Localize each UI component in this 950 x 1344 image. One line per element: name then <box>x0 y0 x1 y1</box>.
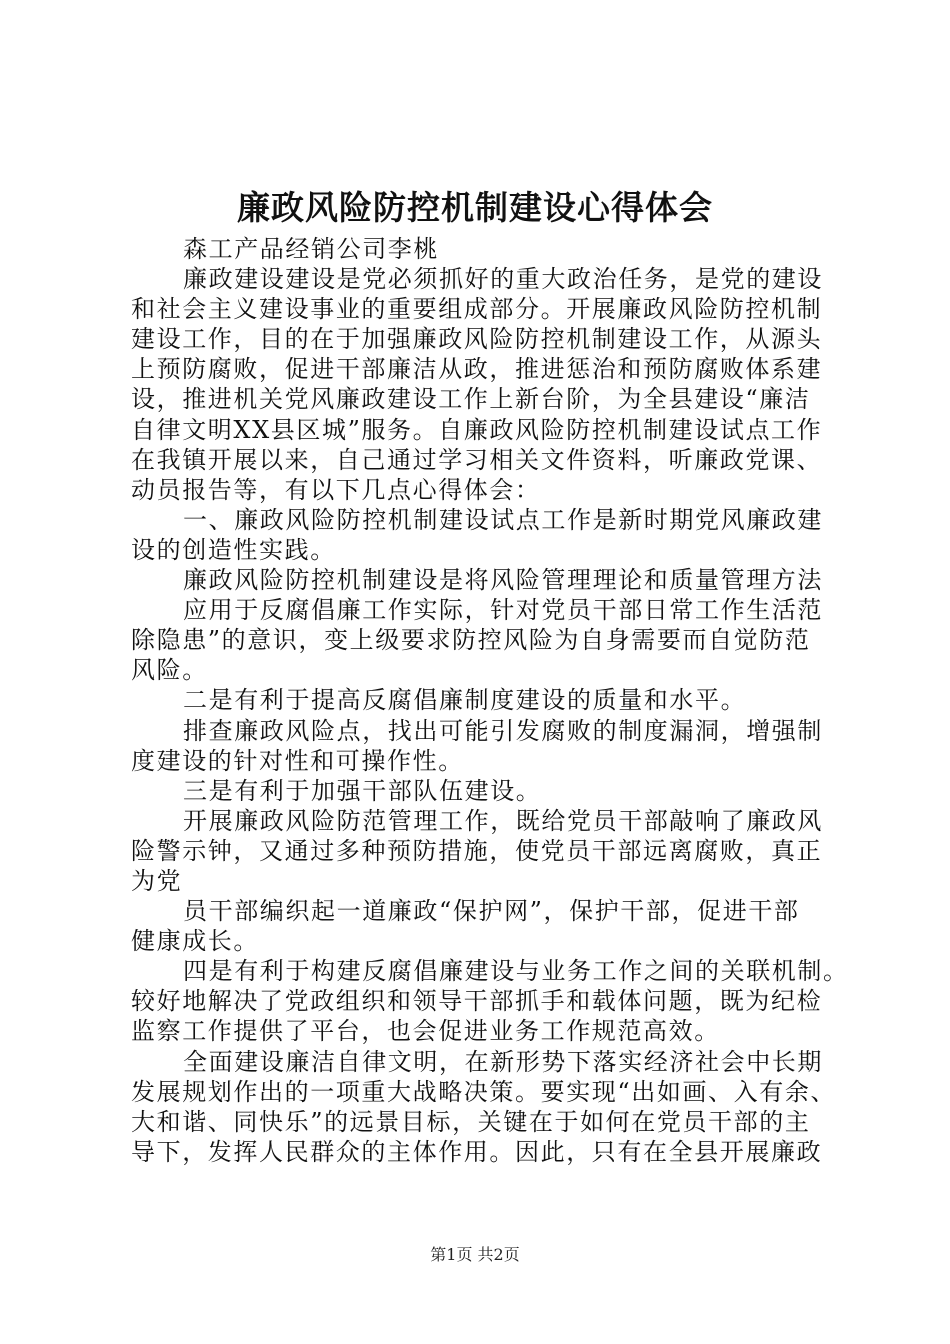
body-line: 全面建设廉洁自律文明，在新形势下落实经济社会中长期 <box>183 1047 823 1076</box>
document-title: 廉政风险防控机制建设心得体会 <box>237 188 713 227</box>
body-line: 除隐患”的意识，变上级要求防控风险为自身需要而自觉防范 <box>131 626 811 655</box>
body-line: 大和谐、同快乐”的远景目标，关键在于如何在党员干部的主 <box>131 1107 811 1136</box>
body-line: 和社会主义建设事业的重要组成部分。开展廉政风险防控机制 <box>131 295 823 324</box>
body-line: 森工产品经销公司李桃 <box>183 235 439 263</box>
body-line: 在我镇开展以来，自己通过学习相关文件资料，听廉政党课、 <box>131 445 823 474</box>
body-line: 上预防腐败，促进干部廉洁从政，推进惩治和预防腐败体系建 <box>131 355 823 384</box>
body-line: 应用于反腐倡廉工作实际，针对党员干部日常工作生活范 <box>183 596 823 625</box>
body-line: 建设工作，目的在于加强廉政风险防控机制建设工作，从源头 <box>131 325 823 354</box>
body-line: 设，推进机关党风廉政建设工作上新台阶，为全县建设“廉洁 <box>131 385 811 414</box>
body-line: 四是有利于构建反腐倡廉建设与业务工作之间的关联机制。 <box>183 957 849 986</box>
body-line: 员干部编织起一道廉政“保护网”，保护干部，促进干部 <box>183 897 800 926</box>
body-line: 为党 <box>131 866 183 895</box>
body-line: 二是有利于提高反腐倡廉制度建设的质量和水平。 <box>183 686 747 715</box>
body-line: 导下，发挥人民群众的主体作用。因此，只有在全县开展廉政 <box>131 1137 823 1166</box>
body-line: 度建设的针对性和可操作性。 <box>131 746 464 775</box>
page-footer: 第1页 共2页 <box>430 1245 520 1264</box>
body-line: 设的创造性实践。 <box>131 535 336 564</box>
body-line: 开展廉政风险防范管理工作，既给党员干部敲响了廉政风 <box>183 806 823 835</box>
body-line: 较好地解决了党政组织和领导干部抓手和载体问题，既为纪检 <box>131 987 823 1016</box>
body-line: 排查廉政风险点，找出可能引发腐败的制度漏洞，增强制 <box>183 716 823 745</box>
body-line: 动员报告等，有以下几点心得体会： <box>131 475 541 504</box>
body-line: 廉政建设建设是党必须抓好的重大政治任务，是党的建设 <box>183 265 823 294</box>
document-body <box>131 234 849 1167</box>
body-line: 三是有利于加强干部队伍建设。 <box>183 776 542 805</box>
body-line: 发展规划作出的一项重大战略决策。要实现“出如画、入有余、 <box>131 1077 837 1106</box>
body-line: 自律文明XX县区城”服务。自廉政风险防控机制建设试点工作 <box>131 415 823 444</box>
body-line: 监察工作提供了平台，也会促进业务工作规范高效。 <box>131 1017 720 1046</box>
body-line: 风险。 <box>131 656 208 685</box>
body-line: 险警示钟，又通过多种预防措施，使党员干部远离腐败，真正 <box>131 836 823 865</box>
body-line: 廉政风险防控机制建设是将风险管理理论和质量管理方法 <box>183 566 823 595</box>
body-line: 健康成长。 <box>131 927 259 956</box>
body-line: 一、廉政风险防控机制建设试点工作是新时期党风廉政建 <box>183 505 823 534</box>
